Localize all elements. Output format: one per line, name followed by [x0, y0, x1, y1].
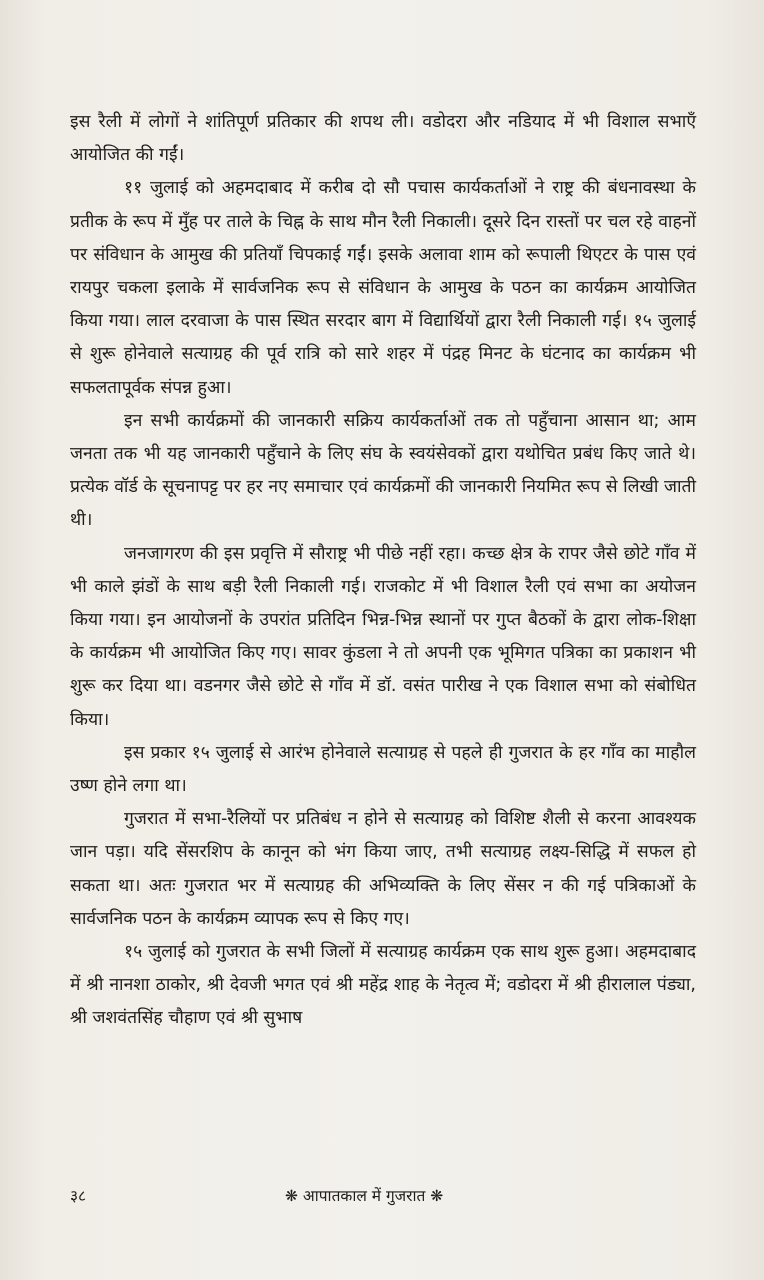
paragraph-6: गुजरात में सभा-रैलियों पर प्रतिबंध न होने से सत्याग्रह को विशिष्ट शैली से करना आवश्यक जान पड़ा। यदि सेंसरशिप के कानून को भंग किया जाए, तभी सत्याग्रह लक्ष्य-सिद्धि में सफल हो सकता था। अतः गुजरात भर में सत्याग्रह की अभिव्यक्ति के लिए सेंसर न की गई पत्रिकाओं के सार्वजनिक पठन के कार्यक्रम व्यापक रूप से किए गए।	[70, 809, 696, 929]
paragraph-4: जनजागरण की इस प्रवृत्ति में सौराष्ट्र भी पीछे नहीं रहा। कच्छ क्षेत्र के रापर जैसे छोटे गाँव में भी काले झंडों के साथ बड़ी रैली निकाली गई। राजकोट में भी विशाल रैली एवं सभा का अयोजन किया गया। इन आयोजनों के उपरांत प्रतिदिन भिन्न-भिन्न स्थानों पर गुप्त बैठकों के द्वारा लोक-शिक्षा के कार्यक्रम भी आयोजित किए गए। सावर कुंडला ने तो अपनी एक भूमिगत पत्रिका का प्रकाशन भी शुरू कर दिया था। वडनगर जैसे छोटे से गाँव में डॉ. वसंत पारीख ने एक विशाल सभा को संबोधित किया।	[70, 543, 696, 730]
paragraph-3: इन सभी कार्यक्रमों की जानकारी सक्रिय कार्यकर्ताओं तक तो पहुँचाना आसान था; आम जनता तक भी यह जानकारी पहुँचाने के लिए संघ के स्वयंसेवकों द्वारा यथोचित प्रबंध किए जाते थे। प्रत्येक वॉर्ड के सूचनापट्ट पर हर नए समाचार एवं कार्यक्रमों की जानकारी नियमित रूप से लिखी जाती थी।	[70, 410, 696, 531]
body-text	[70, 106, 696, 1036]
running-title: ❋ आपातकाल में गुजरात ❋	[285, 1187, 444, 1205]
paragraph-1: इस रैली में लोगों ने शांतिपूर्ण प्रतिकार की शपथ ली। वडोदरा और नडियाद में भी विशाल सभाएँ आयोजित की गईं।	[70, 112, 696, 166]
paragraph-7: १५ जुलाई को गुजरात के सभी जिलों में सत्याग्रह कार्यक्रम एक साथ शुरू हुआ। अहमदाबाद में श्री नानशा ठाकोर, श्री देवजी भगत एवं श्री महेंद्र शाह के नेतृत्व में; वडोदरा में श्री हीरालाल पंड्या, श्री जशवंतसिंह चौहाण एवं श्री सुभाष	[70, 942, 696, 1029]
page-number: ३८	[70, 1187, 87, 1205]
page-footer	[70, 1182, 696, 1210]
paragraph-5: इस प्रकार १५ जुलाई से आरंभ होनेवाले सत्याग्रह से पहले ही गुजरात के हर गाँव का माहौल उष्ण होने लगा था।	[70, 742, 696, 797]
paragraph-2: ११ जुलाई को अहमदाबाद में करीब दो सौ पचास कार्यकर्ताओं ने राष्ट्र की बंधनावस्था के प्रतीक के रूप में मुँह पर ताले के चिह्न के साथ मौन रैली निकाली। दूसरे दिन रास्तों पर चल रहे वाहनों पर संविधान के आमुख की प्रतियाँ चिपकाई गईं। इसके अलावा शाम को रूपाली थिएटर के पास एवं रायपुर चकला इलाके में सार्वजनिक रूप से संविधान के आमुख के पठन का कार्यक्रम आयोजित किया गया। लाल दरवाजा के पास स्थित सरदार बाग में विद्यार्थियों द्वारा रैली निकाली गई। १५ जुलाई से शुरू होनेवाले सत्याग्रह की पूर्व रात्रि को सारे शहर में पंद्रह मिनट के घंटनाद का कार्यक्रम भी सफलतापूर्वक संपन्न हुआ।	[70, 178, 696, 398]
